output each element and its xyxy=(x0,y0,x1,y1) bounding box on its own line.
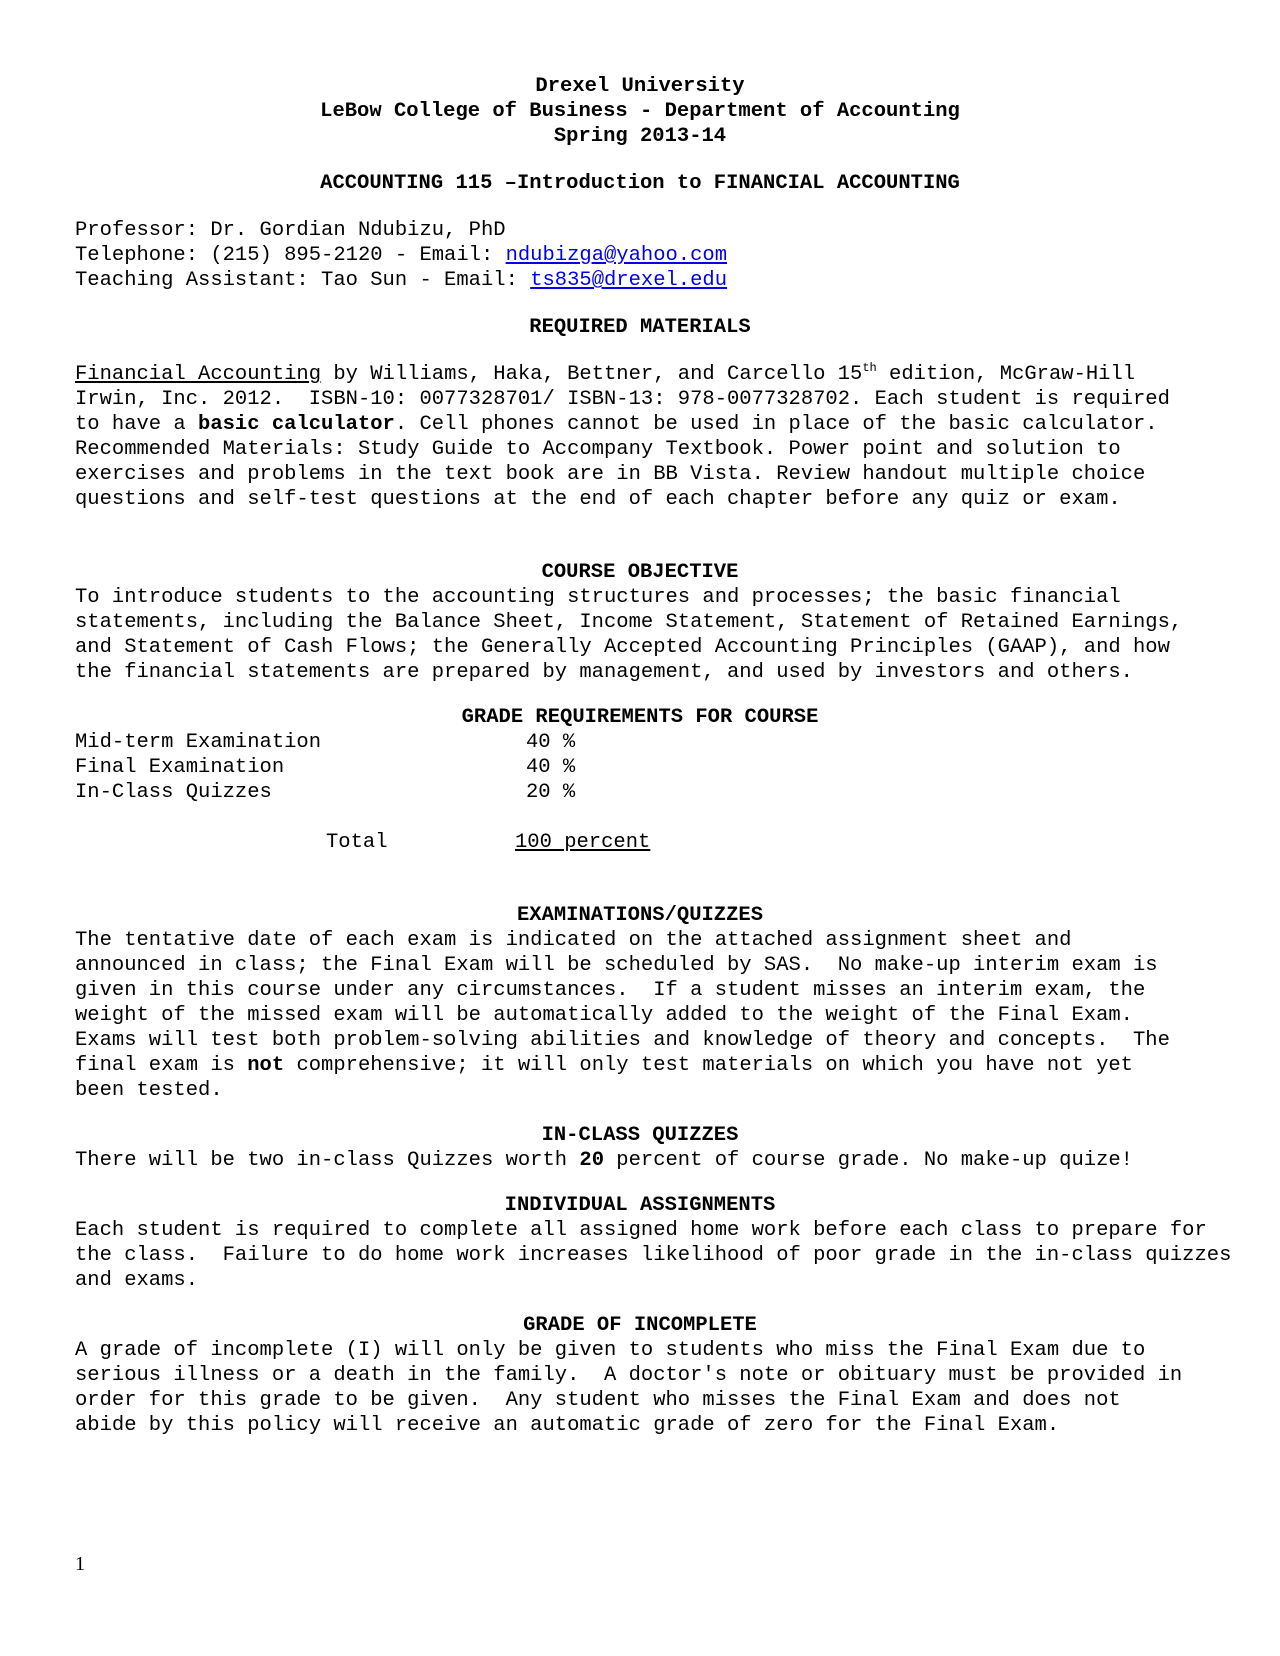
objective-line: and Statement of Cash Flows; the Generally Accepted Accounting Principles (GAAP), and how xyxy=(75,636,1170,659)
grade-weight: 40 % xyxy=(526,756,576,779)
materials-line-3-start: to have a xyxy=(75,413,199,436)
incomplete-heading: GRADE OF INCOMPLETE xyxy=(523,1314,757,1337)
examinations-heading: EXAMINATIONS/QUIZZES xyxy=(516,904,764,927)
term: Spring 2013-14 xyxy=(553,125,727,148)
materials-line-4: Recommended Materials: Study Guide to Accompany Textbook. Power point and solution to xyxy=(75,438,1121,461)
telephone-label: Telephone: (215) 895-2120 - Email: xyxy=(75,244,506,267)
quizzes-text xyxy=(75,1148,1255,1173)
materials-line-2: Irwin, Inc. 2012. ISBN-10: 0077328701/ ISBN-13: 978-0077328702. Each student is required xyxy=(75,388,1170,411)
textbook-title: Financial Accounting xyxy=(75,363,322,386)
exam-line: Exams will test both problem-solving abilities and knowledge of theory and concepts. The xyxy=(75,1029,1170,1052)
grade-total-row xyxy=(75,830,1255,855)
materials-line-6: questions and self-test questions at the end of each chapter before any quiz or exam. xyxy=(75,488,1121,511)
materials-line-3 xyxy=(75,412,1255,437)
grade-weight: 20 % xyxy=(526,781,576,804)
objective-line: To introduce students to the accounting structures and processes; the basic financial xyxy=(75,586,1121,609)
quizzes-text-start: There will be two in-class Quizzes worth xyxy=(75,1149,580,1172)
grade-item: Final Examination xyxy=(75,756,285,779)
not-emphasis: not xyxy=(247,1054,285,1077)
grade-item: Mid-term Examination xyxy=(75,731,322,754)
exam-line-6-end: comprehensive; it will only test materials on which you have not yet xyxy=(284,1054,1133,1077)
grade-weight: 40 % xyxy=(526,731,576,754)
assignments-line: Each student is required to complete all assigned home work before each class to prepare for xyxy=(75,1219,1207,1242)
quizzes-text-end: percent of course grade. No make-up quize! xyxy=(604,1149,1133,1172)
exam-line: announced in class; the Final Exam will be scheduled by SAS. No make-up interim exam is xyxy=(75,954,1158,977)
incomplete-line: A grade of incomplete (I) will only be given to students who miss the Final Exam due to xyxy=(75,1339,1146,1362)
grade-item: In-Class Quizzes xyxy=(75,781,272,804)
university-name: Drexel University xyxy=(535,75,745,98)
college-department: LeBow College of Business - Department of Accounting xyxy=(320,100,960,123)
textbook-publisher: edition, McGraw-Hill xyxy=(876,363,1136,386)
assignments-line: the class. Failure to do home work increases likelihood of poor grade in the in-class quizzes xyxy=(75,1244,1232,1267)
grade-row xyxy=(75,730,1255,755)
telephone-line xyxy=(75,243,1255,268)
textbook-authors: by Williams, Haka, Bettner, and Carcello 15 xyxy=(321,363,863,386)
course-title: ACCOUNTING 115 –Introduction to FINANCIAL ACCOUNTING xyxy=(320,172,960,195)
quizzes-heading: IN-CLASS QUIZZES xyxy=(541,1124,739,1147)
exam-line: The tentative date of each exam is indicated on the attached assignment sheet and xyxy=(75,929,1072,952)
exam-line: been tested. xyxy=(75,1079,223,1102)
ta-label: Teaching Assistant: Tao Sun - Email: xyxy=(75,269,531,292)
grade-requirements-heading: GRADE REQUIREMENTS FOR COURSE xyxy=(461,706,819,729)
basic-calculator-emphasis: basic calculator xyxy=(198,413,395,436)
materials-line-5: exercises and problems in the text book are in BB Vista. Review handout multiple choice xyxy=(75,463,1146,486)
syllabus-page xyxy=(75,74,1255,1438)
materials-line-3-end: . Cell phones cannot be used in place of the basic calculator. xyxy=(394,413,1158,436)
assignments-line: and exams. xyxy=(75,1269,199,1292)
grade-total-label: Total xyxy=(326,831,388,854)
objective-line: statements, including the Balance Sheet, Income Statement, Statement of Retained Earnings, xyxy=(75,611,1183,634)
quiz-weight-emphasis: 20 xyxy=(579,1149,604,1172)
grade-total-value: 100 percent xyxy=(515,831,651,854)
grade-row xyxy=(75,780,1255,805)
exam-line-6-start: final exam is xyxy=(75,1054,248,1077)
materials-line-1 xyxy=(75,362,1255,387)
professor-line: Professor: Dr. Gordian Ndubizu, PhD xyxy=(75,219,506,242)
grade-row xyxy=(75,755,1255,780)
incomplete-line: abide by this policy will receive an automatic grade of zero for the Final Exam. xyxy=(75,1414,1060,1437)
page-number: 1 xyxy=(75,1553,85,1575)
professor-email-link[interactable]: ndubizga@yahoo.com xyxy=(505,244,728,267)
ta-email-link[interactable]: ts835@drexel.edu xyxy=(530,269,728,292)
course-objective-heading: COURSE OBJECTIVE xyxy=(541,561,739,584)
objective-line: the financial statements are prepared by management, and used by investors and others. xyxy=(75,661,1133,684)
exam-line xyxy=(75,1053,1255,1078)
exam-line: weight of the missed exam will be automatically added to the weight of the Final Exam. xyxy=(75,1004,1133,1027)
incomplete-line: serious illness or a death in the family. A doctor's note or obituary must be provided in xyxy=(75,1364,1183,1387)
incomplete-line: order for this grade to be given. Any student who misses the Final Exam and does not xyxy=(75,1389,1121,1412)
edition-superscript: th xyxy=(862,361,877,376)
required-materials-heading: REQUIRED MATERIALS xyxy=(529,316,751,339)
exam-line: given in this course under any circumstances. If a student misses an interim exam, the xyxy=(75,979,1146,1002)
ta-line xyxy=(75,268,1255,293)
assignments-heading: INDIVIDUAL ASSIGNMENTS xyxy=(504,1194,776,1217)
